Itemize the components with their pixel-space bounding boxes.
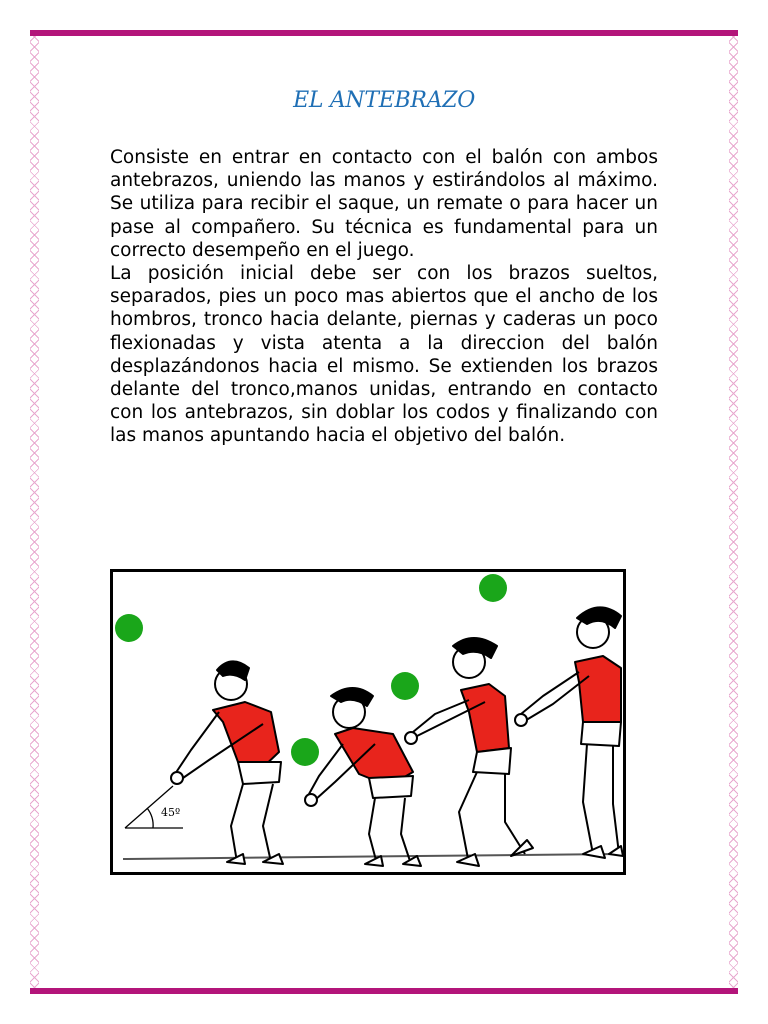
illustration-svg <box>113 572 623 872</box>
player-figure-2 <box>305 688 421 866</box>
ball-icon <box>479 574 507 602</box>
body-text <box>110 146 658 448</box>
right-border <box>729 36 738 988</box>
angle-label: 45º <box>161 806 181 819</box>
ball-icon <box>291 738 319 766</box>
ball-icon <box>391 672 419 700</box>
bottom-border <box>30 988 738 994</box>
floor-line <box>123 854 618 859</box>
page-title: EL ANTEBRAZO <box>293 88 475 113</box>
top-border <box>30 30 738 36</box>
player-figure-1 <box>171 661 283 864</box>
ball-icon <box>115 614 143 642</box>
volleyball-illustration <box>110 569 626 875</box>
paragraph-1: Consiste en entrar en contacto con el balón con ambos antebrazos, uniendo las manos y estirándolos al máximo. Se utiliza para recibir el saque, un remate o para hacer un pase al compañero. Su técnica es fundamental para un correcto desempeño en el juego. <box>110 147 658 261</box>
paragraph-2: La posición inicial debe ser con los brazos sueltos, separados, pies un poco mas abiertos que el ancho de los hombros, tronco hacia delante, piernas y caderas un poco flexionadas y vista atenta a la direccion del balón desplazándonos hacia el mismo. Se extienden los brazos delante del tronco,manos unidas, entrando en contacto con los antebrazos, sin doblar los codos y finalizando con las manos apuntando hacia el objetivo del balón. <box>110 263 658 447</box>
left-border <box>30 36 39 988</box>
player-figure-3 <box>405 638 533 866</box>
player-figure-4 <box>515 607 623 858</box>
